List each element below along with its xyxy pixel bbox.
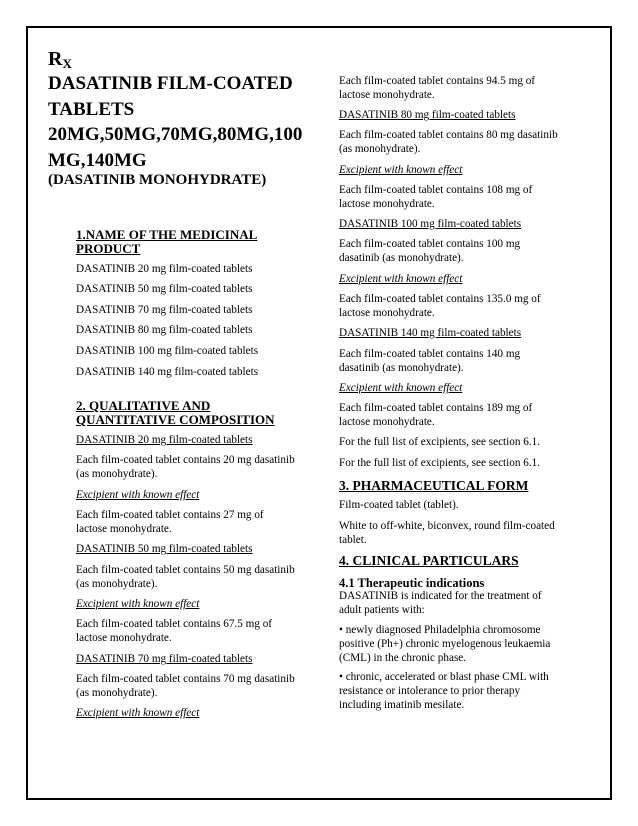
excipient-label: Excipient with known effect — [76, 707, 200, 719]
indication-bullet: • chronic, accelerated or blast phase CML with resistance or intolerance to prior therapy including imatinib mesilate. — [339, 671, 549, 711]
excipient-text: Each film-coated tablet contains 189 mg of lactose monohydrate. — [339, 402, 533, 428]
rx-symbol: $R_X$ — [48, 48, 72, 71]
pharmaceutical-form-description: White to off-white, biconvex, round film-coated tablet. — [339, 520, 555, 546]
pharmaceutical-form-text: Film-coated tablet (tablet). — [339, 499, 459, 511]
strength-heading-80mg: DASATINIB 80 mg film-coated tablets — [339, 109, 516, 121]
strength-heading-100mg: DASATINIB 100 mg film-coated tablets — [339, 218, 522, 230]
excipient-label: Excipient with known effect — [76, 489, 200, 501]
excipient-text: Each film-coated tablet contains 135.0 mg of lactose monohydrate. — [339, 293, 541, 319]
document-subtitle: (DASATINIB MONOHYDRATE) — [48, 172, 267, 188]
composition-text: Each film-coated tablet contains 70 mg dasatinib (as monohydrate). — [76, 673, 295, 699]
product-item: DASATINIB 80 mg film-coated tablets — [76, 324, 253, 336]
indication-intro: DASATINIB is indicated for the treatment of adult patients with: — [339, 590, 542, 616]
full-list-note: For the full list of excipients, see section 6.1. — [339, 457, 541, 469]
indication-bullet: • newly diagnosed Philadelphia chromosome positive (Ph+) chronic myelogenous leukaemia (CML) in the chronic phase. — [339, 624, 551, 664]
section-2-title: 2. QUALITATIVE AND QUANTITATIVE COMPOSITION — [76, 398, 275, 427]
subsection-4-1-title: 4.1 Therapeutic indications — [339, 576, 485, 590]
excipient-text: Each film-coated tablet contains 27 mg of lactose monohydrate. — [76, 509, 264, 535]
section-3-title: 3. PHARMACEUTICAL FORM — [339, 478, 529, 493]
excipient-label: Excipient with known effect — [339, 382, 463, 394]
product-item: DASATINIB 20 mg film-coated tablets — [76, 263, 253, 275]
excipient-text: Each film-coated tablet contains 94.5 mg of lactose monohydrate. — [339, 75, 536, 101]
excipient-text: Each film-coated tablet contains 108 mg of lactose monohydrate. — [339, 184, 533, 210]
product-item: DASATINIB 70 mg film-coated tablets — [76, 304, 253, 316]
section-1-title: 1.NAME OF THE MEDICINAL PRODUCT — [76, 227, 258, 256]
product-item: DASATINIB 140 mg film-coated tablets — [76, 366, 259, 378]
composition-text: Each film-coated tablet contains 100 mg dasatinib (as monohydrate). — [339, 238, 521, 264]
excipient-label: Excipient with known effect — [76, 598, 200, 610]
section-4-title: 4. CLINICAL PARTICULARS — [339, 553, 519, 568]
product-item: DASATINIB 50 mg film-coated tablets — [76, 283, 253, 295]
strength-heading-140mg: DASATINIB 140 mg film-coated tablets — [339, 327, 522, 339]
excipient-label: Excipient with known effect — [339, 273, 463, 285]
strength-heading-20mg: DASATINIB 20 mg film-coated tablets — [76, 434, 253, 446]
composition-text: Each film-coated tablet contains 140 mg dasatinib (as monohydrate). — [339, 348, 521, 374]
excipient-text: Each film-coated tablet contains 67.5 mg of lactose monohydrate. — [76, 618, 273, 644]
strength-heading-50mg: DASATINIB 50 mg film-coated tablets — [76, 543, 253, 555]
product-item: DASATINIB 100 mg film-coated tablets — [76, 345, 259, 357]
excipient-label: Excipient with known effect — [339, 164, 463, 176]
composition-text: Each film-coated tablet contains 80 mg dasatinib (as monohydrate). — [339, 129, 558, 155]
strength-heading-70mg: DASATINIB 70 mg film-coated tablets — [76, 653, 253, 665]
composition-text: Each film-coated tablet contains 50 mg dasatinib (as monohydrate). — [76, 564, 295, 590]
composition-text: Each film-coated tablet contains 20 mg dasatinib (as monohydrate). — [76, 454, 295, 480]
full-list-note: For the full list of excipients, see section 6.1. — [339, 436, 541, 448]
document-title: DASATINIB FILM-COATED TABLETS 20MG,50MG,70MG,80MG,100 MG,140MG — [48, 73, 303, 171]
